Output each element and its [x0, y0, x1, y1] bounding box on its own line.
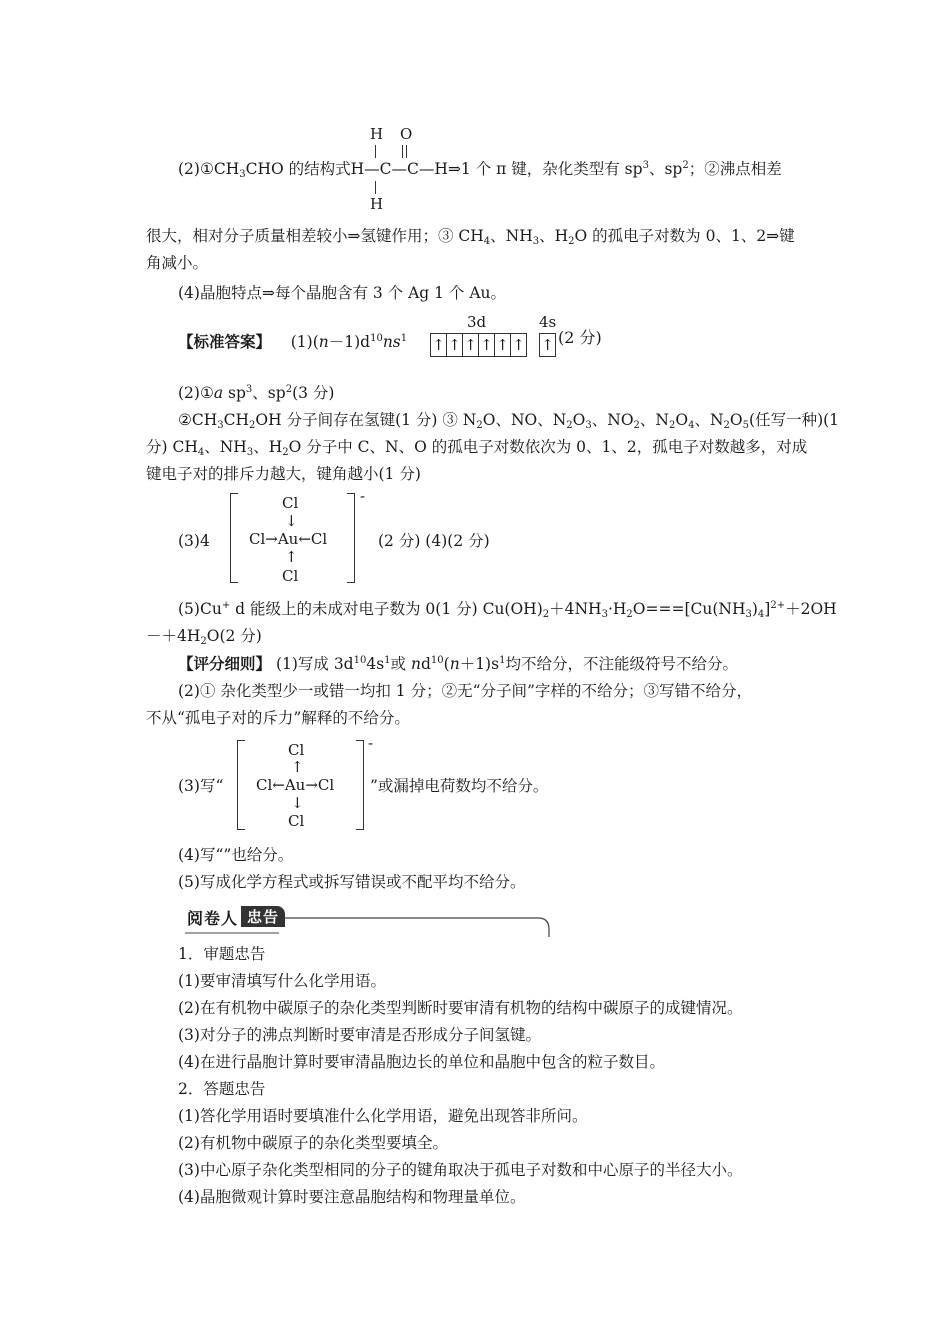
advice-heading-2: 2．答题忠告 — [178, 1080, 266, 1098]
banner-text-1: 阅卷人 — [187, 909, 239, 928]
banner-text-2: 忠告 — [241, 906, 285, 927]
grading-5-line: (5)写成化学方程式或拆写错误或不配平均不给分。 — [178, 873, 526, 891]
grading-3-post: ”或漏掉电荷数均不给分。 — [370, 777, 549, 795]
wrong-cl-bottom: Cl — [288, 812, 305, 830]
down-arrow: ↓ — [285, 512, 298, 530]
wrong-cl-middle: Cl←Au→Cl — [256, 776, 335, 794]
advice-item: (2)在有机物中碳原子的杂化类型判断时要审清有机物的结构中碳原子的成键情况。 — [178, 999, 743, 1017]
answer-2d-line: 键电子对的排斥力越大，键角越小(1 分) — [146, 465, 421, 483]
struct-h-left: H — [350, 160, 365, 178]
reviewer-advice-banner — [183, 905, 551, 937]
down-arrow: ↓ — [291, 794, 304, 812]
complex-cl-top: Cl — [282, 494, 299, 512]
orbital-box: ↑ — [494, 333, 511, 357]
bond-line — [375, 145, 376, 158]
up-arrow: ↑ — [291, 758, 304, 776]
orbital-box: ↑ — [478, 333, 495, 357]
answer-line-3: 角减小。 — [146, 254, 209, 272]
bond-line — [375, 181, 376, 194]
standard-answer-line: 【标准答案】 $(1)(n-1)d^{10}ns^1$ — [178, 332, 408, 351]
grading-label: 【评分细则】 — [178, 654, 272, 673]
advice-item: (3)对分子的沸点判断时要审清是否形成分子间氢键。 — [178, 1026, 541, 1044]
bracket-right — [356, 740, 364, 830]
bracket-left — [230, 493, 238, 583]
score-2: (2 分) — [558, 328, 602, 347]
struct-h-bottom: H — [370, 195, 384, 213]
bond-line — [402, 145, 403, 158]
orbital-box: ↑ — [446, 333, 463, 357]
answer-3-label: (3)4 — [178, 532, 210, 550]
charge: - — [368, 734, 374, 752]
complex-cl-bottom: Cl — [282, 567, 299, 585]
answer-line-4: (4)晶胞特点⇒每个晶胞含有 3 个 Ag 1 个 Au。 — [178, 284, 507, 302]
orbital-3d-label: 3d — [467, 313, 487, 331]
complex-cl-middle: Cl→Au←Cl — [249, 530, 328, 548]
grading-1-line: 【评分细则】 (1)写成 $3d^{10}4s^1$或 $nd^{10}(n+1)s^1$均不给分，不注能级符号不给分。 — [178, 654, 738, 673]
bracket-right — [347, 493, 355, 583]
orbital-box: ↑ — [462, 333, 479, 357]
answer-5b-line: $-+4H_2O(2$ 分) — [146, 627, 262, 647]
grading-4-line: (4)写“”也给分。 — [178, 846, 294, 864]
advice-item: (3)中心原子杂化类型相同的分子的键角取决于孤电子对数和中心原子的半径大小。 — [178, 1161, 743, 1179]
wrong-cl-top: Cl — [288, 741, 305, 759]
standard-answer-label: 【标准答案】 — [178, 332, 272, 351]
grading-2b-line: 不从“孤电子对的斥力”解释的不给分。 — [146, 709, 410, 727]
orbital-3d-boxes — [430, 333, 526, 357]
bond-line — [406, 145, 407, 158]
struct-h-top: H — [370, 125, 384, 143]
answer-5-line: (5)Cu+ d 能级上的未成对电子数为 0(1 分) $Cu(OH)_2+4NH_3\cdot H_2O===[Cu(NH_3)_4]^{2+}+2OH$ — [178, 600, 837, 620]
answer-2-line: (2)①a $sp^3$、$sp^2(3$ 分) — [178, 384, 335, 402]
advice-item: (1)答化学用语时要填准什么化学用语，避免出现答非所问。 — [178, 1107, 588, 1125]
grading-3-pre: (3)写“ — [178, 777, 224, 795]
answer-line-1: $(2)①CH_3CHO$ 的结构式H—C—C—H⇒1 个 π 键，杂化类型有 $sp^3$、$sp^2$；②沸点相差 — [178, 160, 782, 180]
charge: - — [360, 487, 366, 505]
answer-3-score: (2 分) (4)(2 分) — [378, 532, 490, 550]
advice-heading-1: 1．审题忠告 — [178, 945, 266, 963]
advice-item: (4)晶胞微观计算时要注意晶胞结构和物理量单位。 — [178, 1188, 526, 1206]
orbital-box: ↑ — [539, 333, 556, 357]
orbital-box: ↑ — [510, 333, 527, 357]
bracket-left — [237, 740, 245, 830]
orbital-box: ↑ — [430, 333, 447, 357]
answer-2c-line: 分) $CH_4$、$NH_3$、$H_2O$ 分子中 C、N、O 的孤电子对数依次为 0、1、2，孤电子对数越多，对成 — [146, 438, 808, 458]
struct-o-top: O — [400, 125, 413, 143]
orbital-4s-box — [539, 333, 555, 357]
advice-item: (1)要审清填写什么化学用语。 — [178, 972, 386, 990]
orbital-4s-label: 4s — [539, 313, 557, 331]
grading-2-line: (2)① 杂化类型少一或错一均扣 1 分；②无“分子间”字样的不给分；③写错不给分， — [178, 682, 752, 700]
advice-item: (4)在进行晶胞计算时要审清晶胞边长的单位和晶胞中包含的粒子数目。 — [178, 1053, 665, 1071]
answer-2b-line: $②CH_3CH_2OH$ 分子间存在氢键(1 分) ③ $N_2O$、NO、$N_2O_3$、$NO_2$、$N_2O_4$、$N_2O_5$(任写一种)(1 — [178, 411, 840, 431]
answer-line-2: 很大，相对分子质量相差较小⇒氢键作用；③ $CH_4$、$NH_3$、$H_2O$ 的孤电子对数为 0、1、2⇒键 — [146, 227, 795, 247]
up-arrow: ↑ — [285, 548, 298, 566]
advice-item: (2)有机物中碳原子的杂化类型要填全。 — [178, 1134, 448, 1152]
banner-frame — [183, 905, 551, 937]
